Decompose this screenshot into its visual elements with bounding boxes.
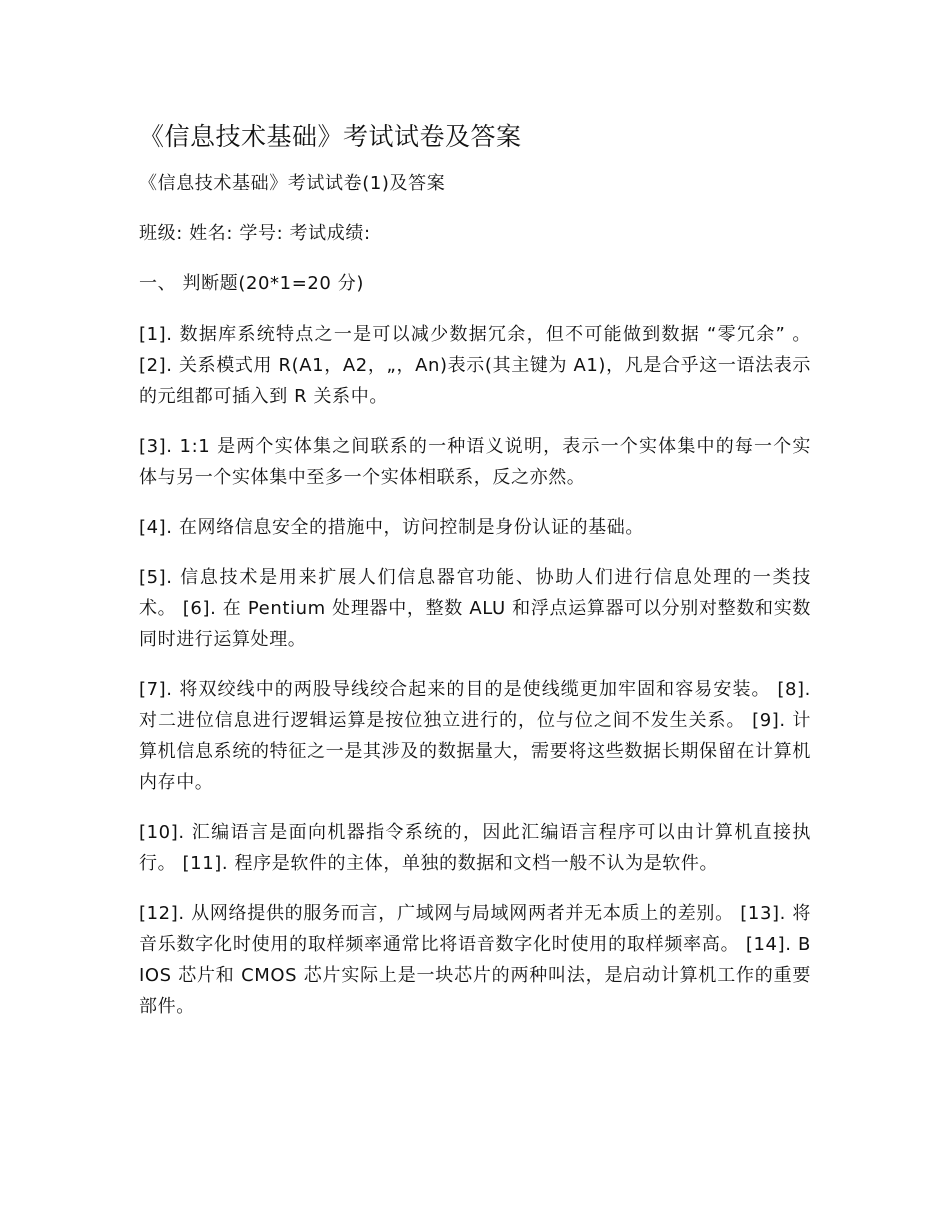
question-paragraph: [10]. 汇编语言是面向机器指令系统的，因此汇编语言程序可以由计算机直接执行。 [11]. 程序是软件的主体，单独的数据和文档一般不认为是软件。 <box>139 822 811 874</box>
document-body <box>139 118 811 1041</box>
question-paragraph: [1]. 数据库系统特点之一是可以减少数据冗余，但不可能做到数据 “零冗余” 。 [2]. 关系模式用 R(A1，A2，„，An)表示(其主键为 A1)，凡是合乎这一语法表示的元组都可插入到 R 关系中。 <box>139 324 811 407</box>
document-title: 《信息技术基础》考试试卷及答案 <box>139 122 522 151</box>
question-paragraph: [7]. 将双绞线中的两股导线绞合起来的目的是使线缆更加牢固和容易安装。 [8]. 对二进位信息进行逻辑运算是按位独立进行的，位与位之间不发生关系。 [9]. 计算机信息系统的特征之一是其涉及的数据量大，需要将这些数据长期保留在计算机内存中。 <box>139 679 811 793</box>
question-paragraph: [3]. 1:1 是两个实体集之间联系的一种语义说明，表示一个实体集中的每一个实体与另一个实体集中至多一个实体相联系，反之亦然。 <box>139 436 811 488</box>
question-paragraph: [5]. 信息技术是用来扩展人们信息器官功能、协助人们进行信息处理的一类技术。 [6]. 在 Pentium 处理器中，整数 ALU 和浮点运算器可以分别对整数和实数同时进行运算处理。 <box>139 567 811 650</box>
student-info-line: 班级: 姓名: 学号: 考试成绩: <box>139 223 371 244</box>
exam-subtitle: 《信息技术基础》考试试卷(1)及答案 <box>139 173 446 194</box>
section-heading-true-false: 一、 判断题(20*1=20 分) <box>139 273 365 294</box>
question-paragraph: [12]. 从网络提供的服务而言，广域网与局域网两者并无本质上的差别。 [13]. 将音乐数字化时使用的取样频率通常比将语音数字化时使用的取样频率高。 [14]. BIOS 芯片和 CMOS 芯片实际上是一块芯片的两种叫法，是启动计算机工作的重要部件。 <box>139 903 811 1017</box>
question-paragraph: [4]. 在网络信息安全的措施中，访问控制是身份认证的基础。 <box>139 517 644 538</box>
